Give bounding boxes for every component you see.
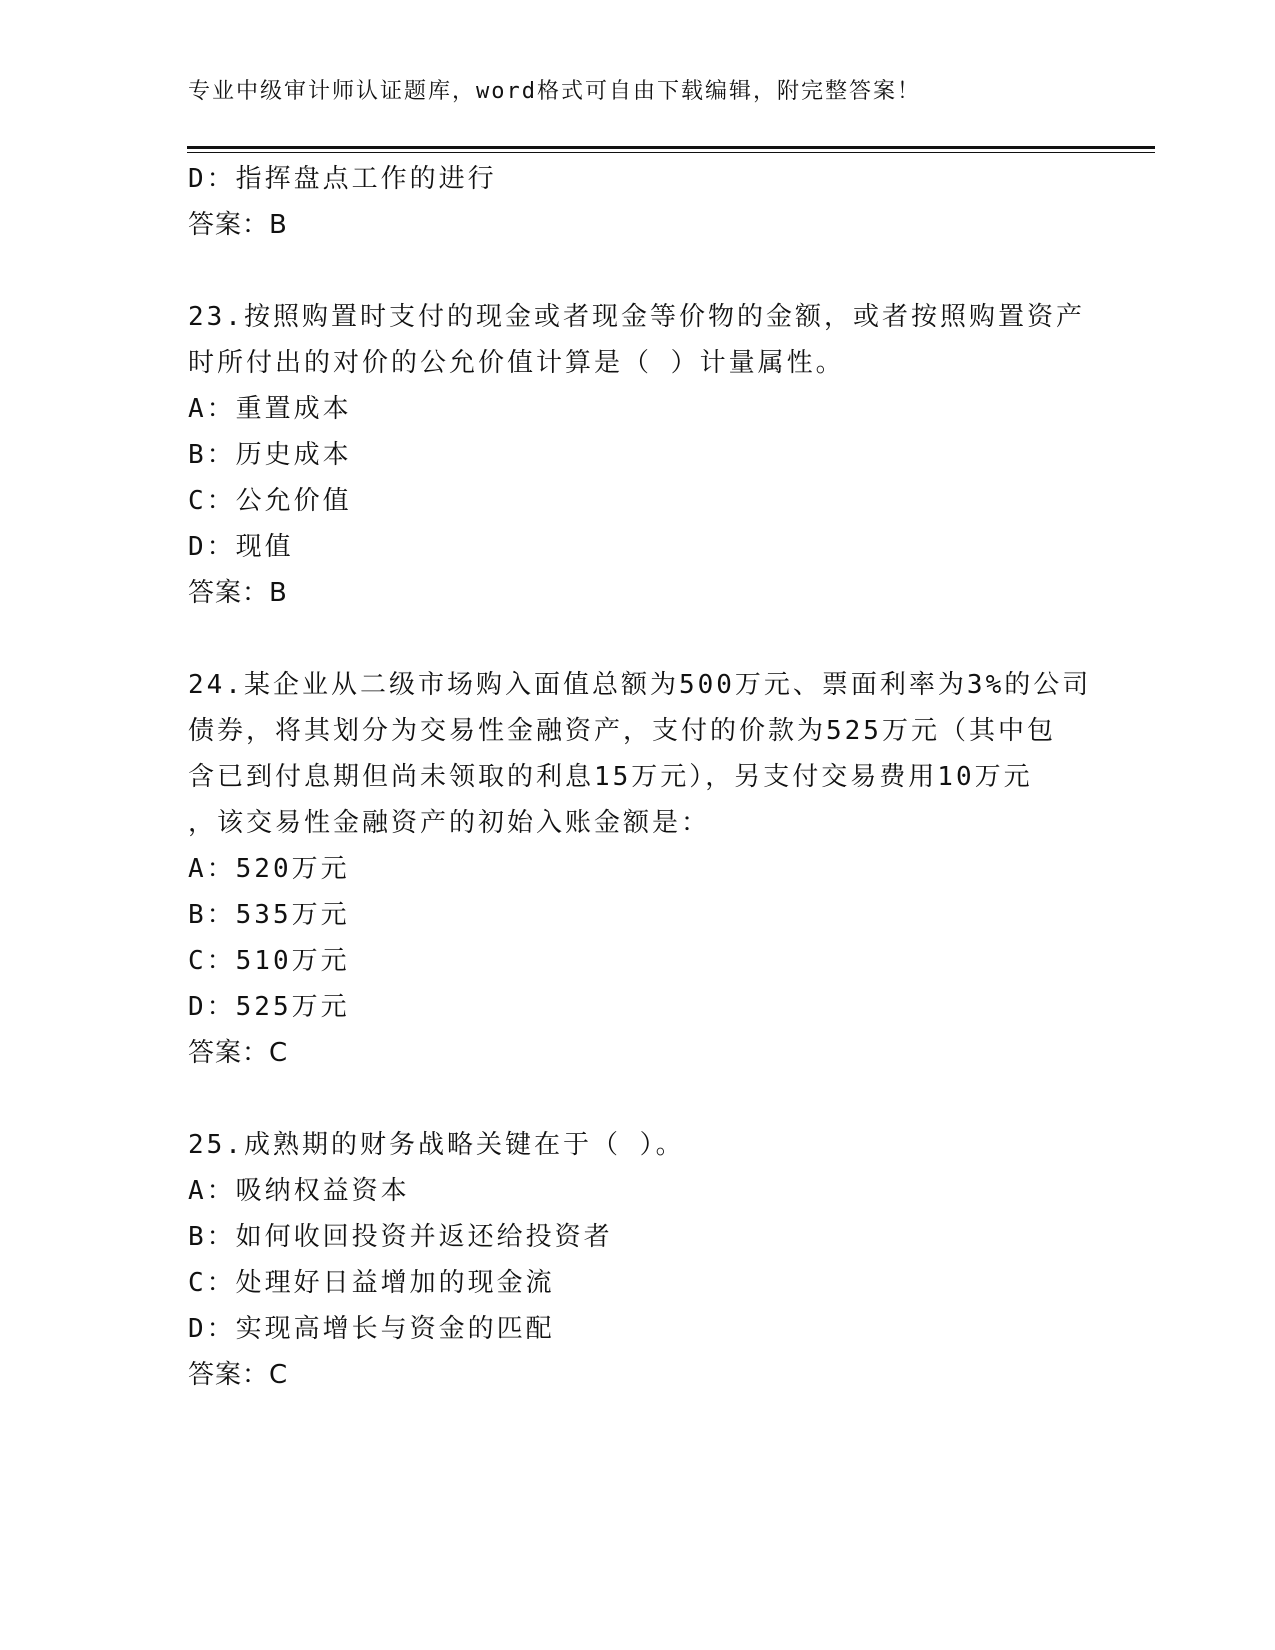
option-d: D：实现高增长与资金的匹配 <box>188 1314 555 1344</box>
question-24 <box>188 662 1092 1076</box>
option-a: A：520万元 <box>188 854 350 884</box>
answer: 答案：B <box>188 210 288 240</box>
answer: 答案：C <box>188 1038 289 1068</box>
option-c: C：510万元 <box>188 946 350 976</box>
option-d: D：现值 <box>188 532 294 562</box>
document-body <box>188 156 1092 1398</box>
answer: 答案：C <box>188 1360 289 1390</box>
option-c: C：处理好日益增加的现金流 <box>188 1268 555 1298</box>
question-stem-line: 24.某企业从二级市场购入面值总额为500万元、票面利率为3%的公司 <box>188 670 1092 700</box>
question-23 <box>188 294 1088 616</box>
option-b: B：如何收回投资并返还给投资者 <box>188 1222 613 1252</box>
option-a: A：重置成本 <box>188 394 352 424</box>
question-stem-line: 23.按照购置时支付的现金或者现金等价物的金额，或者按照购置资产 <box>188 302 1085 332</box>
option-d: D：指挥盘点工作的进行 <box>188 164 497 194</box>
question-25 <box>188 1122 1088 1398</box>
header-divider <box>187 146 1155 153</box>
option-a: A：吸纳权益资本 <box>188 1176 410 1206</box>
question-stem-line: ，该交易性金融资产的初始入账金额是： <box>188 808 711 838</box>
option-b: B：535万元 <box>188 900 350 930</box>
question-stem-line: 25.成熟期的财务战略关键在于（ ）。 <box>188 1130 685 1160</box>
page-header: 专业中级审计师认证题库，word格式可自由下载编辑，附完整答案！ <box>188 79 921 104</box>
option-c: C：公允价值 <box>188 486 352 516</box>
question-stem-line: 时所付出的对价的公允价值计算是（ ）计量属性。 <box>188 348 845 378</box>
answer: 答案：B <box>188 578 288 608</box>
option-d: D：525万元 <box>188 992 350 1022</box>
option-b: B：历史成本 <box>188 440 352 470</box>
question-stem-line: 含已到付息期但尚未领取的利息15万元），另支付交易费用10万元 <box>188 762 1033 792</box>
question-stem-line: 债券，将其划分为交易性金融资产，支付的价款为525万元（其中包 <box>188 716 1056 746</box>
